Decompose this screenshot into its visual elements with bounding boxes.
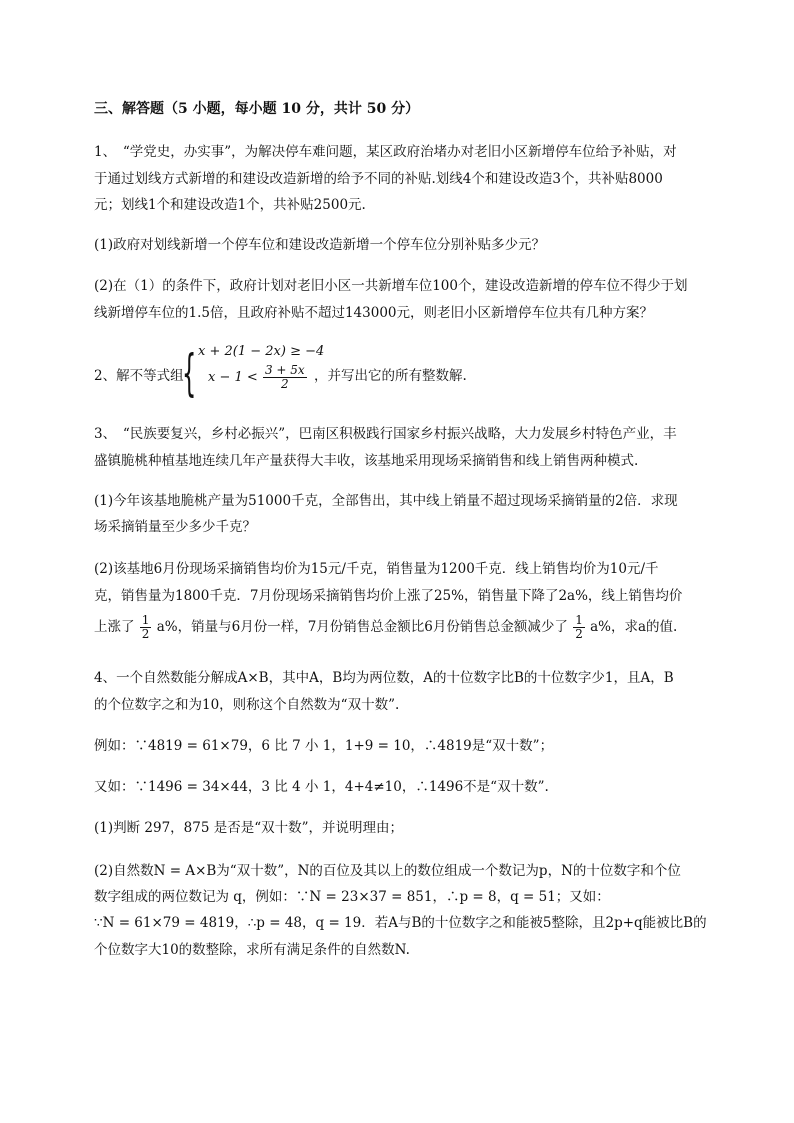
q4-part-1: (1)判断 297，875 是否是“双十数”，并说明理由； <box>94 820 404 836</box>
q3-line-1: 3、 “民族要复兴，乡村必振兴”，巴南区积极践行国家乡村振兴战略，大力发展乡村特色产业，丰 <box>94 426 677 442</box>
q4-part-2-line-4: 个位数字大10的数整除，求所有满足条件的自然数N. <box>94 942 410 958</box>
q3-fraction-1 <box>140 614 152 641</box>
q2-fraction-denominator: 2 <box>280 377 289 391</box>
q3-fraction-2-denominator: 2 <box>575 627 583 641</box>
q4-part-2-line-3: ∵N = 61×79 = 4819，∴p = 48，q = 19．若A与B的十位数字之和能被5整除，且2p+q能被比B的 <box>94 915 707 931</box>
q1-part-1: (1)政府对划线新增一个停车位和建设改造新增一个停车位分别补贴多少元？ <box>94 237 546 253</box>
q2-tail: ，并写出它的所有整数解. <box>314 368 467 384</box>
q4-line-1: 4、一个自然数能分解成A×B，其中A，B均为两位数，A的十位数字比B的十位数字少1，且A，B <box>94 670 674 686</box>
q2-fraction-numerator: 3 + 5x <box>264 363 305 377</box>
left-brace-icon: { <box>182 344 197 402</box>
q2-inequality-2-left: x − 1 < <box>208 370 258 385</box>
q3-fraction-2-numerator: 1 <box>575 613 583 627</box>
q3-part-1-line-2: 场采摘销量至少多少千克？ <box>94 519 256 535</box>
q4-example-1: 例如：∵4819 = 61×79，6 比 7 小 1，1+9 = 10，∴4819是“双十数”； <box>94 738 554 754</box>
q1-line-1: 1、 “学党史，办实事”，为解决停车难问题，某区政府治堵办对老旧小区新增停车位给予补贴，对 <box>94 144 677 160</box>
q2-inequality-1: x + 2(1 − 2x) ≥ −4 <box>198 344 325 359</box>
q2-fraction <box>263 364 307 391</box>
q4-part-2-line-2: 数字组成的两位数记为 q，例如：∵N = 23×37 = 851，∴p = 8，q = 51；又如： <box>94 889 610 905</box>
q4-line-2: 的个位数字之和为10，则称这个自然数为“双十数”. <box>94 697 400 713</box>
section-title: 三、解答题（5 小题，每小题 10 分，共计 50 分） <box>94 101 420 117</box>
q3-part-2-line-3a: 上涨了 <box>94 619 135 635</box>
q1-part-2-line-2: 线新增停车位的1.5倍，且政府补贴不超过143000元，则老旧小区新增停车位共有几种方案？ <box>94 305 654 321</box>
q1-part-2-line-1: (2)在（1）的条件下，政府计划对老旧小区一共新增车位100个，建设改造新增的停车位不得少于划 <box>94 278 688 294</box>
q3-fraction-2 <box>573 614 585 641</box>
q3-part-1-line-1: (1)今年该基地脆桃产量为51000千克，全部售出，其中线上销量不超过现场采摘销量的2倍．求现 <box>94 493 678 509</box>
q3-fraction-1-numerator: 1 <box>141 613 150 627</box>
q3-part-2-line-3 <box>94 614 677 641</box>
q3-line-2: 盛镇脆桃种植基地连续几年产量获得大丰收，该基地采用现场采摘销售和线上销售两种模式. <box>94 453 639 469</box>
q3-part-2-line-2: 克，销售量为1800千克．7月份现场采摘销售均价上涨了25%，销售量下降了2a%，线上销售均价 <box>94 588 683 604</box>
q4-example-2: 又如：∵1496 = 34×44，3 比 4 小 1，4+4≠10，∴1496不是“双十数”. <box>94 779 549 795</box>
q3-part-2-line-3c: a%，求a的值. <box>590 619 678 635</box>
q3-part-2-line-3b: a%，销量与6月份一样，7月份销售总金额比6月份销售总金额减少了 <box>156 619 568 635</box>
q4-part-2-line-1: (2)自然数N = A×B为“双十数”，N的百位及其以上的数位组成一个数记为p，N的十位数字和个位 <box>94 863 681 879</box>
q2-inequality-2 <box>208 364 308 391</box>
q1-line-2: 于通过划线方式新增的和建设改造新增的给予不同的补贴.划线4个和建设改造3个，共补贴8000 <box>94 171 663 187</box>
q1-line-3: 元；划线1个和建设改造1个，共补贴2500元. <box>94 197 366 213</box>
q2-lead: 2、解不等式组 <box>94 368 184 384</box>
q3-fraction-1-denominator: 2 <box>141 627 150 641</box>
q3-part-2-line-1: (2)该基地6月份现场采摘销售均价为15元/千克，销售量为1200千克．线上销售均价为10元/千 <box>94 561 659 577</box>
